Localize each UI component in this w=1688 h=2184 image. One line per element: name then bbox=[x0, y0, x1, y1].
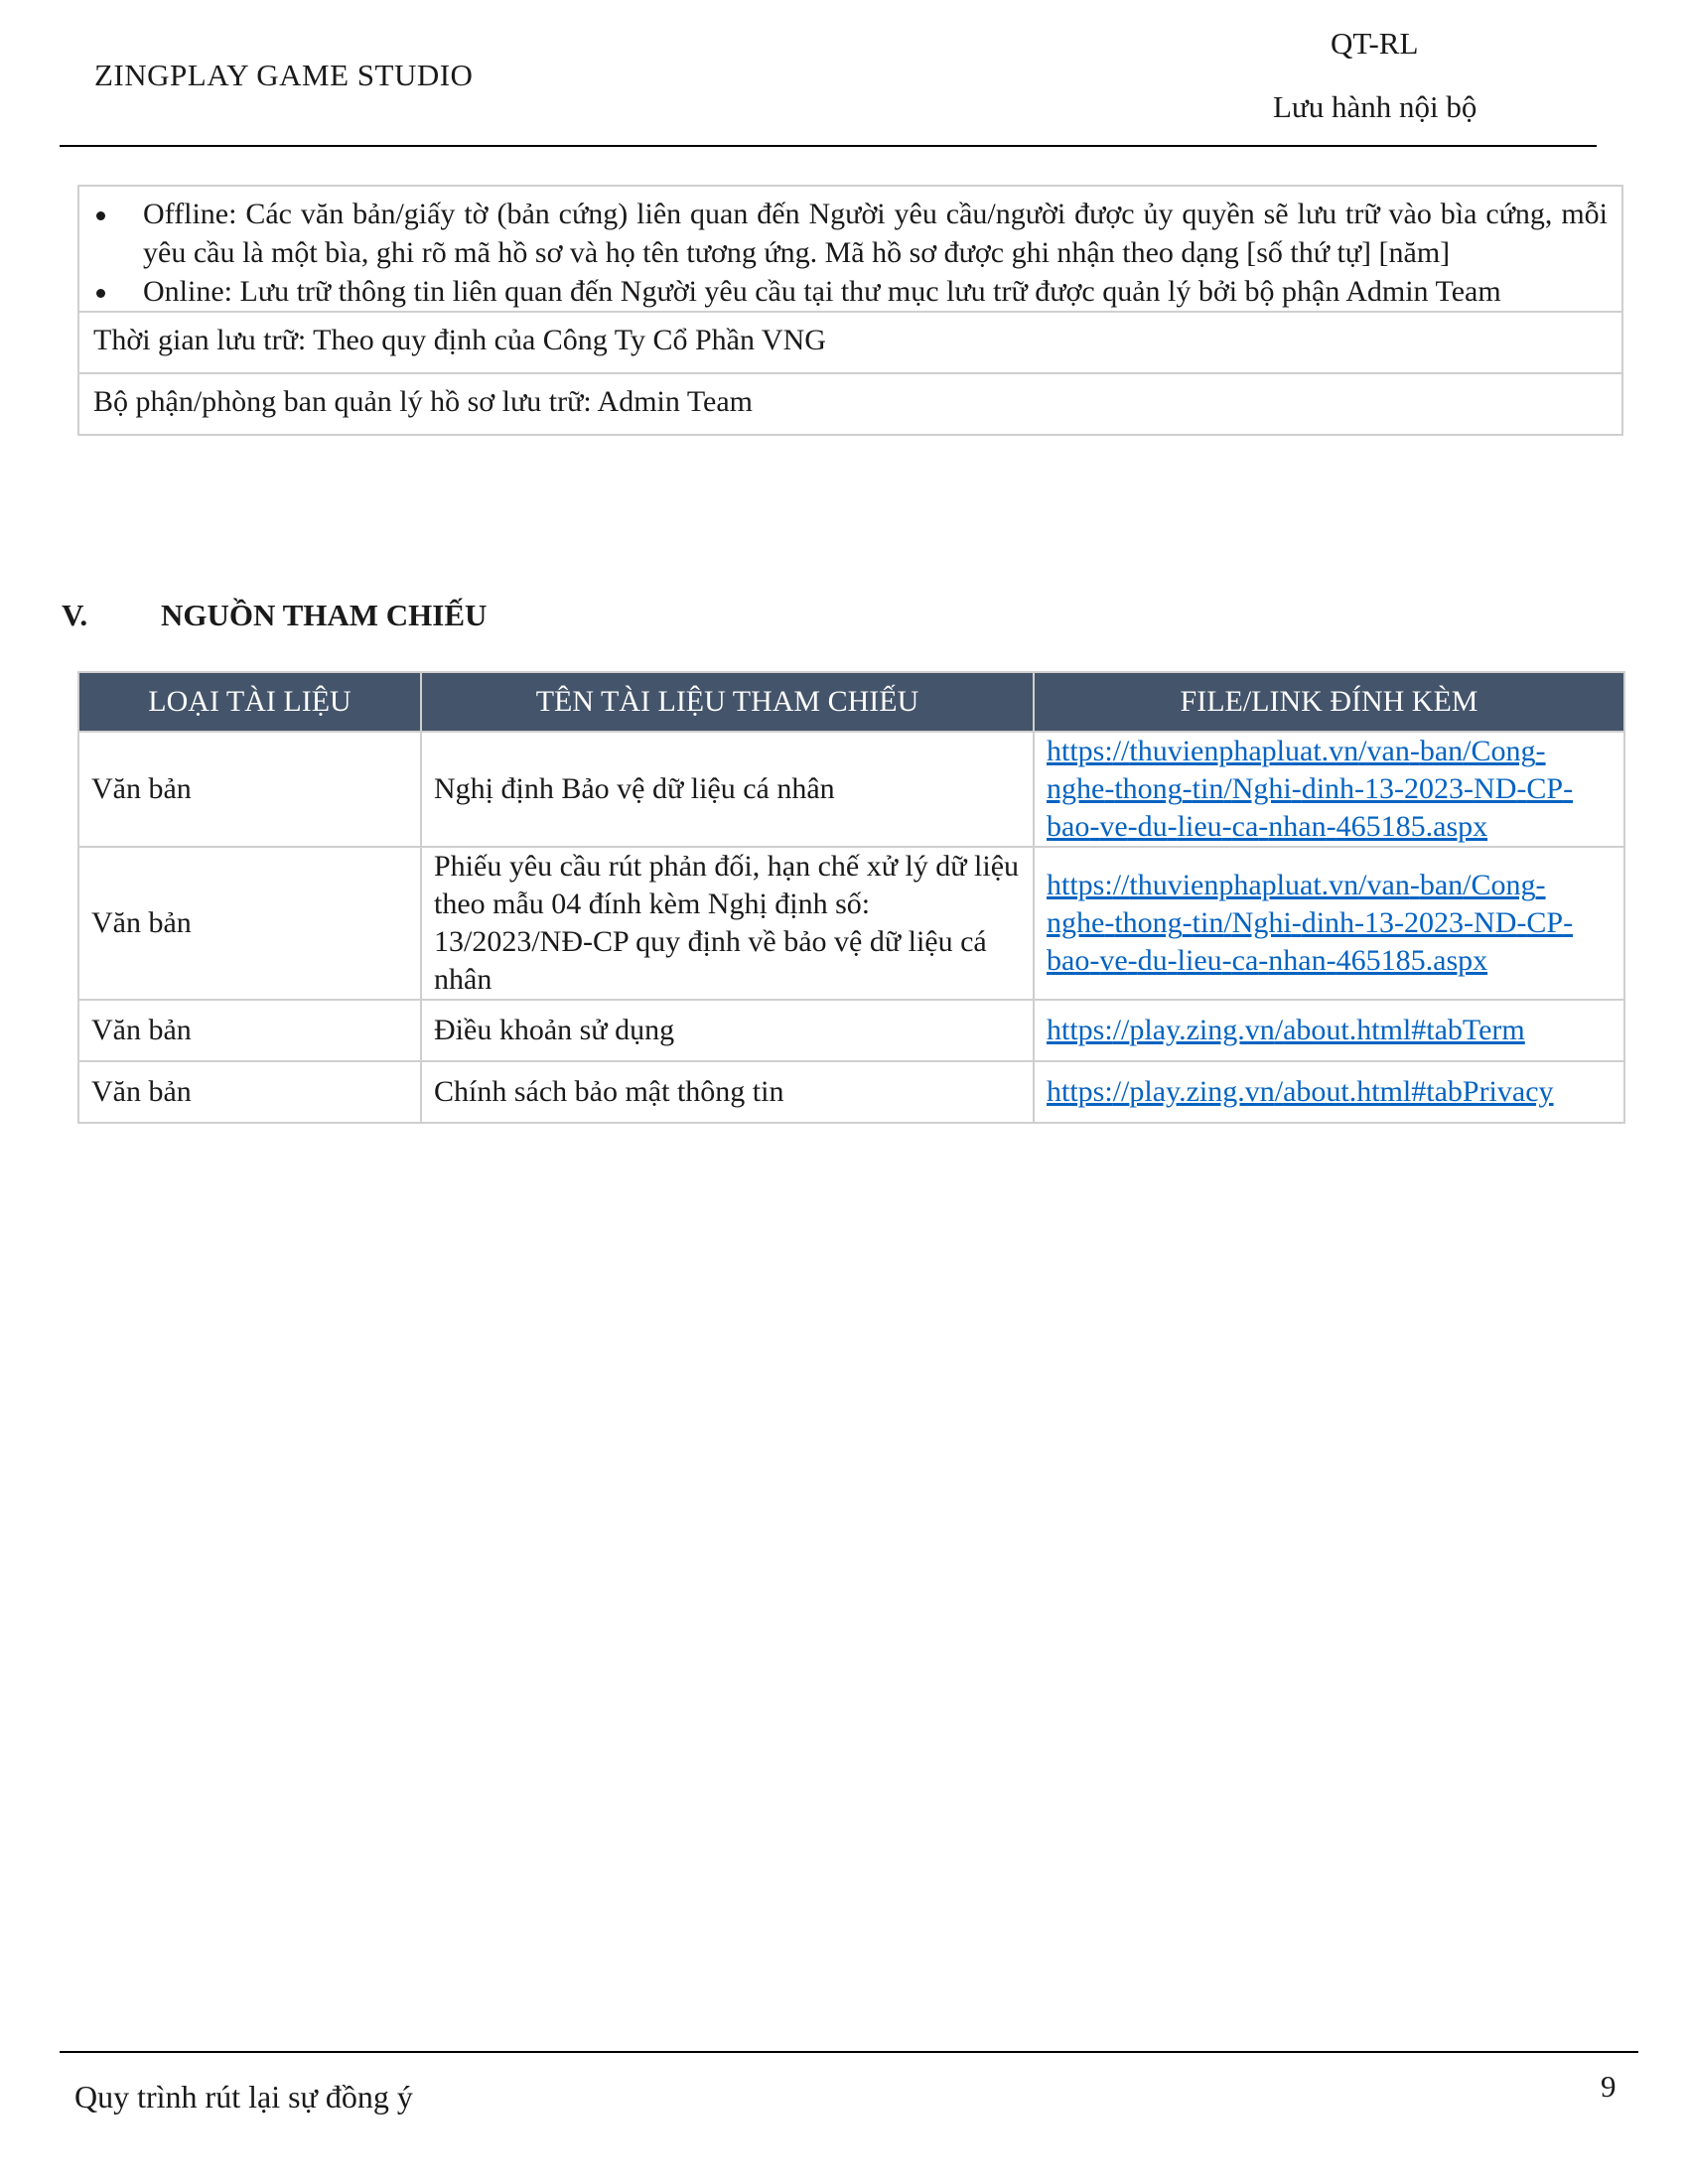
table-row bbox=[78, 1061, 1624, 1123]
doc-type-cell: Văn bản bbox=[78, 732, 421, 847]
reference-link[interactable]: https://play.zing.vn/about.html#tabPrivacy bbox=[1047, 1075, 1554, 1108]
storage-bullet-list bbox=[79, 187, 1621, 313]
attachment-cell bbox=[1034, 1000, 1624, 1061]
page-number: 9 bbox=[1601, 2069, 1617, 2104]
managing-department: Bộ phận/phòng ban quản lý hồ sơ lưu trữ: Admin Team bbox=[93, 385, 754, 418]
attachment-cell bbox=[1034, 1061, 1624, 1123]
doc-name-cell: Phiếu yêu cầu rút phản đối, hạn chế xử lý dữ liệu theo mẫu 04 đính kèm Nghị định số: 13/2023/NĐ-CP quy định về bảo vệ dữ liệu cá nhân bbox=[421, 847, 1034, 1000]
header-doc-type: LOẠI TÀI LIỆU bbox=[78, 672, 421, 732]
table-row bbox=[78, 847, 1624, 1000]
bullet-dot-icon bbox=[79, 272, 143, 311]
retention-period: Thời gian lưu trữ: Theo quy định của Công Ty Cổ Phần VNG bbox=[79, 313, 1621, 374]
footer-divider bbox=[60, 2051, 1638, 2053]
bullet-text: Offline: Các văn bản/giấy tờ (bản cứng) liên quan đến Người yêu cầu/người được ủy quyền sẽ lưu trữ vào bìa cứng, mỗi yêu cầu là một bìa, ghi rõ mã hồ sơ và họ tên tương ứng. Mã hồ sơ được ghi nhận theo dạng [số thứ tự] [năm] bbox=[143, 198, 1608, 269]
doc-name-cell: Nghị định Bảo vệ dữ liệu cá nhân bbox=[421, 732, 1034, 847]
reference-table bbox=[77, 671, 1625, 1124]
attachment-cell bbox=[1034, 732, 1624, 847]
doc-type-cell: Văn bản bbox=[78, 1000, 421, 1061]
bullet-item-online bbox=[79, 272, 1608, 311]
bullet-text: Online: Lưu trữ thông tin liên quan đến Người yêu cầu tại thư mục lưu trữ được quản lý bởi bộ phận Admin Team bbox=[143, 275, 1501, 308]
section-number: V. bbox=[62, 598, 88, 632]
bullet-dot-icon bbox=[79, 195, 143, 272]
attachment-cell bbox=[1034, 847, 1624, 1000]
doc-type-cell: Văn bản bbox=[78, 1061, 421, 1123]
table-row bbox=[78, 1000, 1624, 1061]
reference-link[interactable]: https://play.zing.vn/about.html#tabTerm bbox=[1047, 1014, 1525, 1046]
section-title: NGUỒN THAM CHIẾU bbox=[161, 598, 488, 632]
reference-link[interactable]: https://thuvienphapluat.vn/van-ban/Cong-nghe-thong-tin/Nghi-dinh-13-2023-ND-CP-bao-ve-du-lieu-ca-nhan-465185.aspx bbox=[1047, 869, 1574, 977]
reference-link[interactable]: https://thuvienphapluat.vn/van-ban/Cong-nghe-thong-tin/Nghi-dinh-13-2023-ND-CP-bao-ve-du-lieu-ca-nhan-465185.aspx bbox=[1047, 735, 1574, 843]
storage-info-box bbox=[77, 185, 1623, 436]
bullet-item-offline bbox=[79, 195, 1608, 272]
doc-type-cell: Văn bản bbox=[78, 847, 421, 1000]
doc-name-cell: Chính sách bảo mật thông tin bbox=[421, 1061, 1034, 1123]
circulation-label: Lưu hành nội bộ bbox=[1273, 89, 1477, 124]
table-header-row bbox=[78, 672, 1624, 732]
doc-name-cell: Điều khoản sử dụng bbox=[421, 1000, 1034, 1061]
footer-document-title: Quy trình rút lại sự đồng ý bbox=[74, 2079, 413, 2115]
header-attachment: FILE/LINK ĐÍNH KÈM bbox=[1034, 672, 1624, 732]
table-row bbox=[78, 732, 1624, 847]
company-name: ZINGPLAY GAME STUDIO bbox=[94, 58, 474, 92]
header-doc-name: TÊN TÀI LIỆU THAM CHIẾU bbox=[421, 672, 1034, 732]
header-divider bbox=[60, 145, 1597, 147]
document-code: QT-RL bbox=[1331, 26, 1419, 61]
